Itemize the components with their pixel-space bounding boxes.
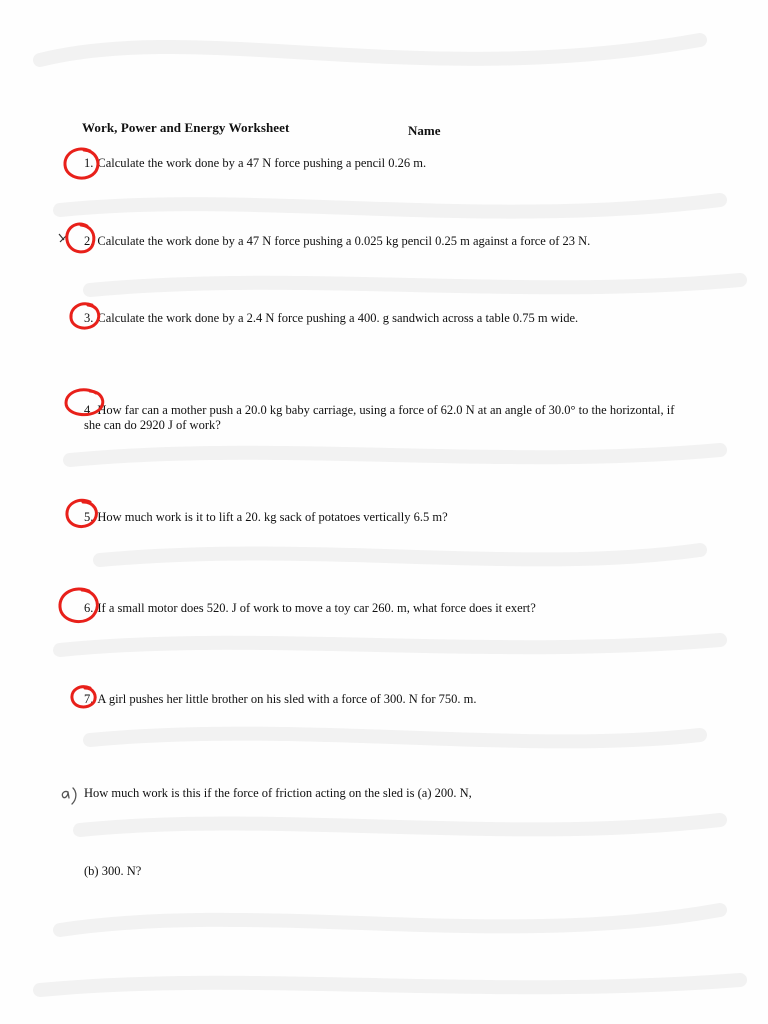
question-6 xyxy=(84,601,536,616)
question-4-number: 4. xyxy=(84,403,94,417)
question-2 xyxy=(84,234,590,249)
question-5-text: How much work is it to lift a 20. kg sack of potatoes vertically 6.5 m? xyxy=(97,510,448,524)
name-field-label: Name xyxy=(408,123,441,138)
worksheet-title: Work, Power and Energy Worksheet xyxy=(82,120,290,135)
question-7-text: A girl pushes her little brother on his sled with a force of 300. N for 750. m. xyxy=(97,692,477,706)
question-2-number: 2. xyxy=(84,234,94,248)
subpart-b: (b) 300. N? xyxy=(84,864,142,878)
question-1 xyxy=(84,156,426,171)
question-5 xyxy=(84,510,448,525)
question-5-number: 5. xyxy=(84,510,94,524)
question-1-text: Calculate the work done by a 47 N force pushing a pencil 0.26 m. xyxy=(97,156,427,170)
question-2-text: Calculate the work done by a 47 N force pushing a 0.025 kg pencil 0.25 m against a force of 23 N. xyxy=(97,234,591,248)
question-3-text: Calculate the work done by a 2.4 N force pushing a 400. g sandwich across a table 0.75 m wide. xyxy=(97,311,579,325)
question-3 xyxy=(84,311,578,326)
question-6-number: 6. xyxy=(84,601,94,615)
subpart-a: How much work is this if the force of friction acting on the sled is (a) 200. N, xyxy=(84,786,472,800)
question-7-number: 7. xyxy=(84,692,94,706)
question-4-text: How far can a mother push a 20.0 kg baby carriage, using a force of 62.0 N at an angle of 30.0° to the horizontal, if she can do 2920 J of work? xyxy=(84,403,675,432)
question-4 xyxy=(84,403,694,433)
question-6-text: If a small motor does 520. J of work to move a toy car 260. m, what force does it exert? xyxy=(97,601,536,615)
handwritten-a-mark xyxy=(58,783,82,807)
question-3-number: 3. xyxy=(84,311,94,325)
question-1-number: 1. xyxy=(84,156,94,170)
question-7 xyxy=(84,692,476,707)
